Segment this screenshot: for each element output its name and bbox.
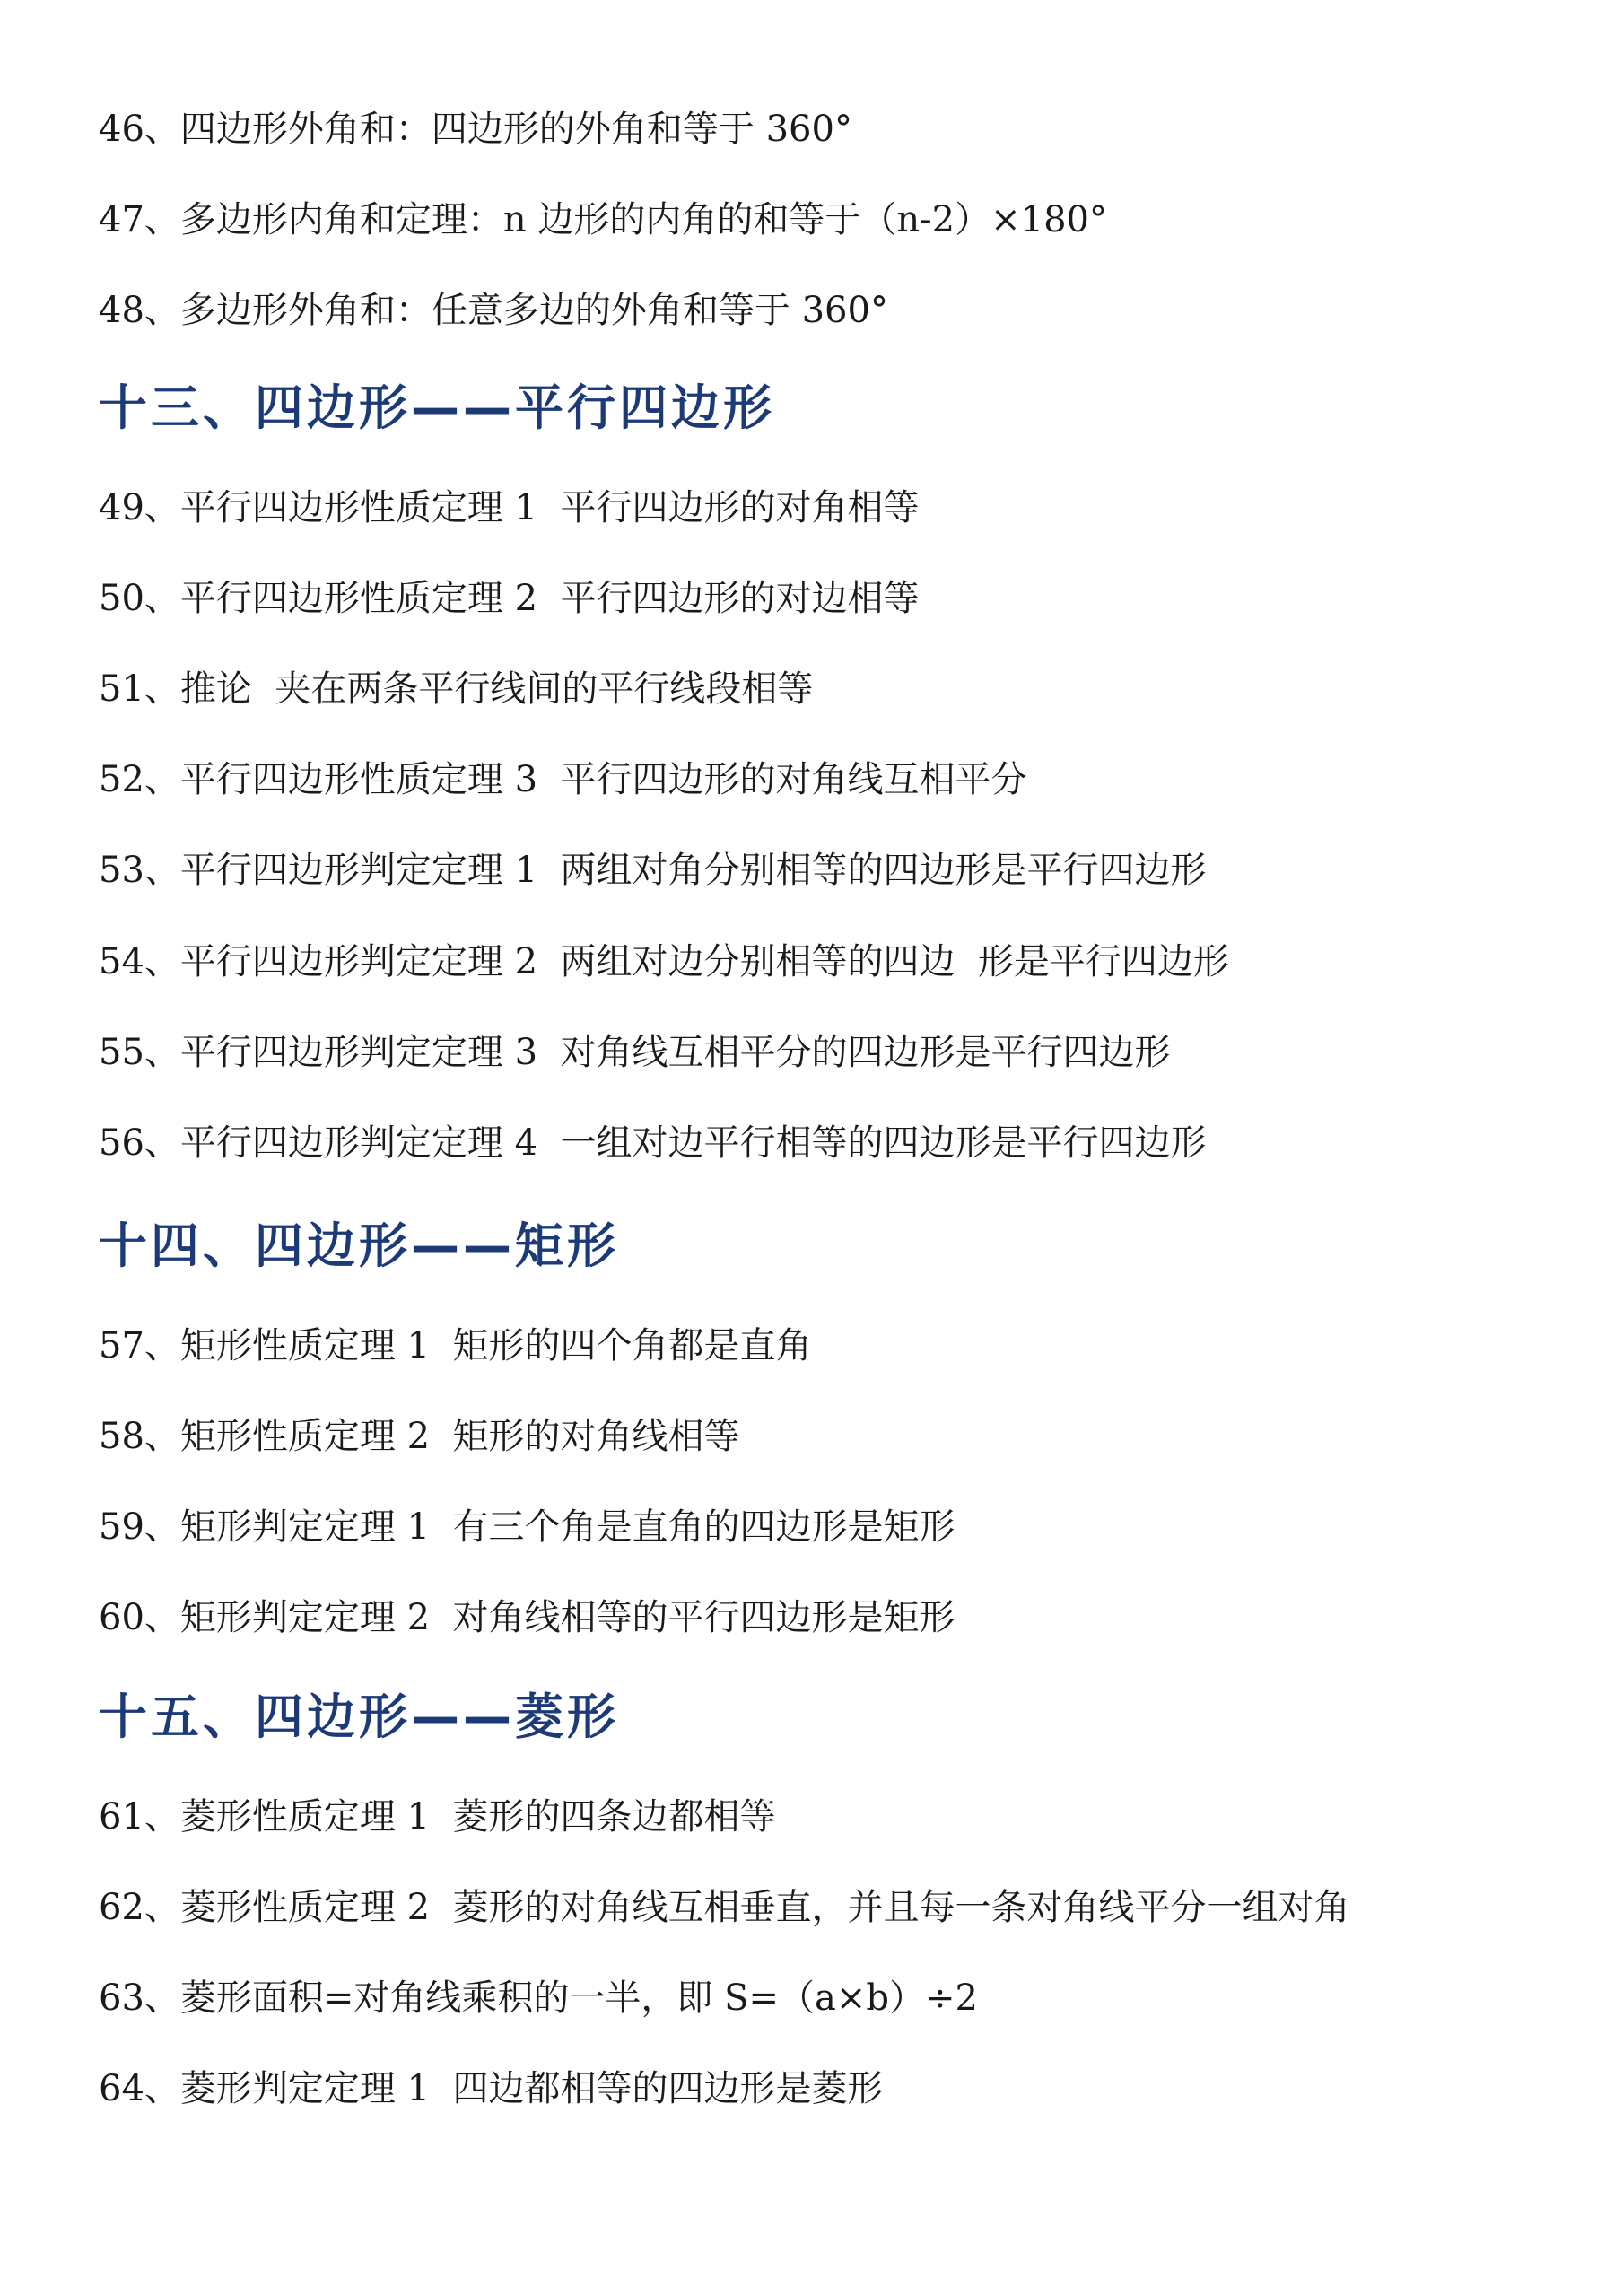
theorem-46: 46、四边形外角和：四边形的外角和等于 360° <box>99 109 852 150</box>
theorem-59: 59、矩形判定定理 1 有三个角是直角的四边形是矩形 <box>99 1506 955 1548</box>
theorem-50: 50、平行四边形性质定理 2 平行四边形的对边相等 <box>99 578 920 619</box>
theorem-47: 47、多边形内角和定理：n 边形的内角的和等于（n-2）×180° <box>99 199 1107 240</box>
theorem-63: 63、菱形面积=对角线乘积的一半，即 S=（a×b）÷2 <box>99 1977 978 2019</box>
theorem-48: 48、多边形外角和：任意多边的外角和等于 360° <box>99 290 888 331</box>
theorem-56: 56、平行四边形判定定理 4 一组对边平行相等的四边形是平行四边形 <box>99 1122 1207 1164</box>
theorem-51: 51、推论 夹在两条平行线间的平行线段相等 <box>99 668 814 710</box>
section-heading-14: 十四、四边形——矩形 <box>99 1218 619 1274</box>
theorem-57: 57、矩形性质定理 1 矩形的四个角都是直角 <box>99 1325 812 1366</box>
theorem-64: 64、菱形判定定理 1 四边都相等的四边形是菱形 <box>99 2068 884 2109</box>
theorem-53: 53、平行四边形判定定理 1 两组对角分别相等的四边形是平行四边形 <box>99 850 1207 891</box>
theorem-62: 62、菱形性质定理 2 菱形的对角线互相垂直，并且每一条对角线平分一组对角 <box>99 1887 1350 1928</box>
theorem-58: 58、矩形性质定理 2 矩形的对角线相等 <box>99 1416 740 1457</box>
theorem-52: 52、平行四边形性质定理 3 平行四边形的对角线互相平分 <box>99 759 1027 800</box>
section-heading-13: 十三、四边形——平行四边形 <box>99 380 775 436</box>
theorem-60: 60、矩形判定定理 2 对角线相等的平行四边形是矩形 <box>99 1597 955 1638</box>
theorem-49: 49、平行四边形性质定理 1 平行四边形的对角相等 <box>99 487 920 528</box>
theorem-61: 61、菱形性质定理 1 菱形的四条边都相等 <box>99 1796 776 1838</box>
section-heading-15: 十五、四边形——菱形 <box>99 1689 619 1745</box>
theorem-55: 55、平行四边形判定定理 3 对角线互相平分的四边形是平行四边形 <box>99 1032 1171 1073</box>
theorem-54: 54、平行四边形判定定理 2 两组对边分别相等的四边 形是平行四边形 <box>99 941 1229 982</box>
